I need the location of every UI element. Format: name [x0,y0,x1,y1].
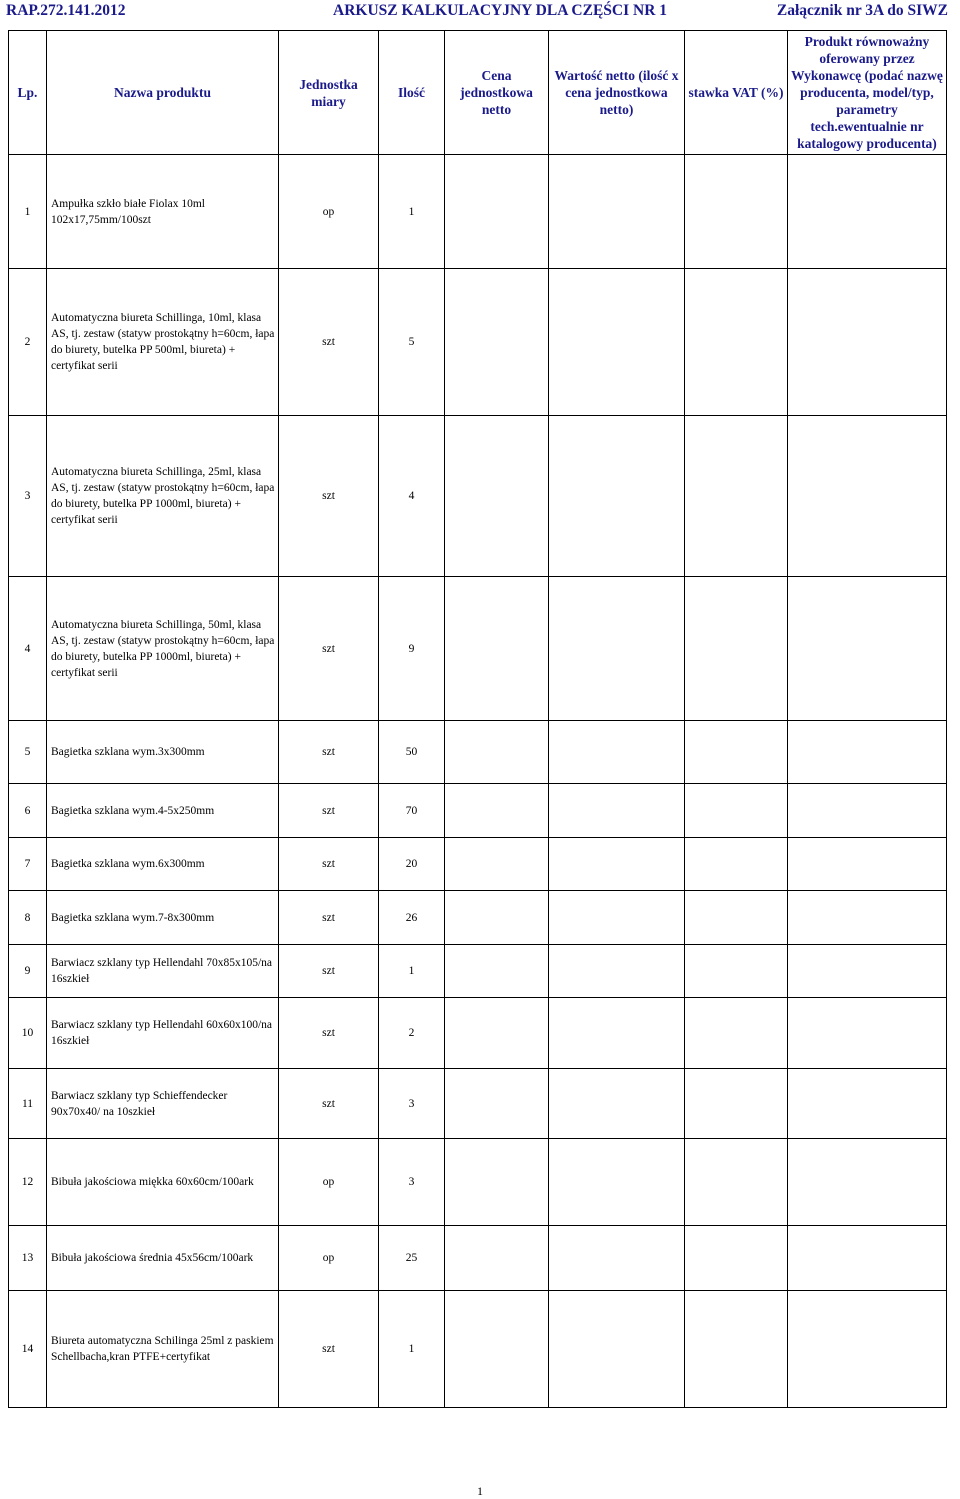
annex-label: Załącznik nr 3A do SIWZ [776,2,948,19]
row-unit: szt [279,269,379,416]
row-quantity: 9 [379,577,445,721]
row-lp: 13 [9,1226,47,1291]
row-net-value [549,838,685,891]
row-unit: szt [279,416,379,577]
row-vat-rate [685,1069,788,1139]
row-unit-price [445,784,549,838]
row-equivalent-product [788,416,947,577]
row-equivalent-product [788,1226,947,1291]
row-unit: szt [279,945,379,998]
row-lp: 8 [9,891,47,945]
row-net-value [549,891,685,945]
row-product-name: Ampułka szkło białe Fiolax 10ml 102x17,75mm/100szt [47,155,279,269]
row-product-name: Bagietka szklana wym.4-5x250mm [47,784,279,838]
row-unit-price [445,1069,549,1139]
row-lp: 12 [9,1139,47,1226]
table-row [9,1226,947,1291]
row-quantity: 50 [379,721,445,784]
row-lp: 10 [9,998,47,1069]
row-unit-price [445,1291,549,1408]
row-product-name: Bagietka szklana wym.7-8x300mm [47,891,279,945]
row-lp: 5 [9,721,47,784]
table-row [9,945,947,998]
table-row [9,1139,947,1226]
row-vat-rate [685,998,788,1069]
row-unit: szt [279,784,379,838]
calculation-table [8,30,947,1408]
row-quantity: 26 [379,891,445,945]
row-equivalent-product [788,784,947,838]
row-unit: szt [279,721,379,784]
row-net-value [549,416,685,577]
row-net-value [549,577,685,721]
row-unit-price [445,721,549,784]
row-unit: op [279,1139,379,1226]
row-net-value [549,269,685,416]
row-equivalent-product [788,155,947,269]
row-quantity: 1 [379,1291,445,1408]
page-number: 1 [477,1484,483,1498]
row-product-name: Automatyczna biureta Schillinga, 50ml, klasa AS, tj. zestaw (statyw prostokątny h=60cm, łapa do biurety, butelka PP 1000ml, biureta) + certyfikat serii [47,577,279,721]
row-vat-rate [685,1226,788,1291]
row-quantity: 70 [379,784,445,838]
row-quantity: 5 [379,269,445,416]
row-equivalent-product [788,891,947,945]
row-net-value [549,155,685,269]
col-header-price: Cena jednostkowa netto [445,31,549,155]
row-vat-rate [685,945,788,998]
row-product-name: Automatyczna biureta Schillinga, 10ml, klasa AS, tj. zestaw (statyw prostokątny h=60cm, łapa do biurety, butelka PP 500ml, biureta) + certyfikat serii [47,269,279,416]
row-equivalent-product [788,838,947,891]
row-equivalent-product [788,1069,947,1139]
row-unit: op [279,155,379,269]
row-unit: szt [279,838,379,891]
row-vat-rate [685,155,788,269]
row-net-value [549,1291,685,1408]
row-vat-rate [685,721,788,784]
row-lp: 7 [9,838,47,891]
row-product-name: Barwiacz szklany typ Hellendahl 60x60x100/na 16szkieł [47,998,279,1069]
row-unit-price [445,577,549,721]
table-row [9,269,947,416]
row-vat-rate [685,784,788,838]
reference-number: RAP.272.141.2012 [6,2,126,19]
row-lp: 14 [9,1291,47,1408]
table-row [9,838,947,891]
row-product-name: Barwiacz szklany typ Schieffendecker 90x70x40/ na 10szkieł [47,1069,279,1139]
row-product-name: Biureta automatyczna Schilinga 25ml z paskiem Schellbacha,kran PTFE+certyfikat [47,1291,279,1408]
row-equivalent-product [788,269,947,416]
row-quantity: 3 [379,1069,445,1139]
row-net-value [549,721,685,784]
row-unit: szt [279,1069,379,1139]
row-product-name: Bagietka szklana wym.3x300mm [47,721,279,784]
row-unit-price [445,1139,549,1226]
table-row [9,998,947,1069]
row-equivalent-product [788,1139,947,1226]
row-equivalent-product [788,721,947,784]
row-vat-rate [685,577,788,721]
row-quantity: 3 [379,1139,445,1226]
row-unit-price [445,891,549,945]
row-lp: 9 [9,945,47,998]
row-product-name: Bibuła jakościowa miękka 60x60cm/100ark [47,1139,279,1226]
row-quantity: 20 [379,838,445,891]
row-unit-price [445,155,549,269]
row-net-value [549,1226,685,1291]
col-header-unit: Jednostka miary [279,31,379,155]
row-product-name: Barwiacz szklany typ Hellendahl 70x85x105/na 16szkieł [47,945,279,998]
table-row [9,416,947,577]
row-equivalent-product [788,945,947,998]
table-row [9,577,947,721]
table-row [9,155,947,269]
row-unit-price [445,998,549,1069]
row-quantity: 4 [379,416,445,577]
row-lp: 2 [9,269,47,416]
row-vat-rate [685,1139,788,1226]
row-net-value [549,998,685,1069]
table-row [9,891,947,945]
row-vat-rate [685,838,788,891]
row-net-value [549,1069,685,1139]
col-header-equivalent: Produkt równoważny oferowany przez Wykonawcę (podać nazwę producenta, model/typ, parametry tech.ewentualnie nr katalogowy producenta) [788,31,947,155]
table-row [9,721,947,784]
row-unit: szt [279,998,379,1069]
row-quantity: 1 [379,945,445,998]
row-unit-price [445,269,549,416]
row-vat-rate [685,269,788,416]
row-quantity: 25 [379,1226,445,1291]
document-header [0,0,960,28]
row-unit: szt [279,1291,379,1408]
table-row [9,784,947,838]
row-unit: op [279,1226,379,1291]
row-unit: szt [279,577,379,721]
row-vat-rate [685,1291,788,1408]
document-title: ARKUSZ KALKULACYJNY DLA CZĘŚCI NR 1 [333,2,668,19]
col-header-qty: Ilość [379,31,445,155]
row-unit: szt [279,891,379,945]
row-quantity: 2 [379,998,445,1069]
table-row [9,1069,947,1139]
row-equivalent-product [788,998,947,1069]
row-vat-rate [685,416,788,577]
row-unit-price [445,945,549,998]
row-quantity: 1 [379,155,445,269]
col-header-value: Wartość netto (ilość x cena jednostkowa netto) [549,31,685,155]
table-row [9,1291,947,1408]
row-unit-price [445,838,549,891]
row-lp: 11 [9,1069,47,1139]
row-product-name: Automatyczna biureta Schillinga, 25ml, klasa AS, tj. zestaw (statyw prostokątny h=60cm, łapa do biurety, butelka PP 1000ml, biureta) + certyfikat serii [47,416,279,577]
row-lp: 3 [9,416,47,577]
row-net-value [549,945,685,998]
row-product-name: Bagietka szklana wym.6x300mm [47,838,279,891]
row-lp: 6 [9,784,47,838]
row-unit-price [445,416,549,577]
col-header-name: Nazwa produktu [47,31,279,155]
row-equivalent-product [788,1291,947,1408]
row-unit-price [445,1226,549,1291]
col-header-lp: Lp. [9,31,47,155]
row-product-name: Bibuła jakościowa średnia 45x56cm/100ark [47,1226,279,1291]
col-header-vat: stawka VAT (%) [685,31,788,155]
table-header-row [9,31,947,155]
row-lp: 1 [9,155,47,269]
row-net-value [549,784,685,838]
row-vat-rate [685,891,788,945]
row-net-value [549,1139,685,1226]
row-lp: 4 [9,577,47,721]
row-equivalent-product [788,577,947,721]
